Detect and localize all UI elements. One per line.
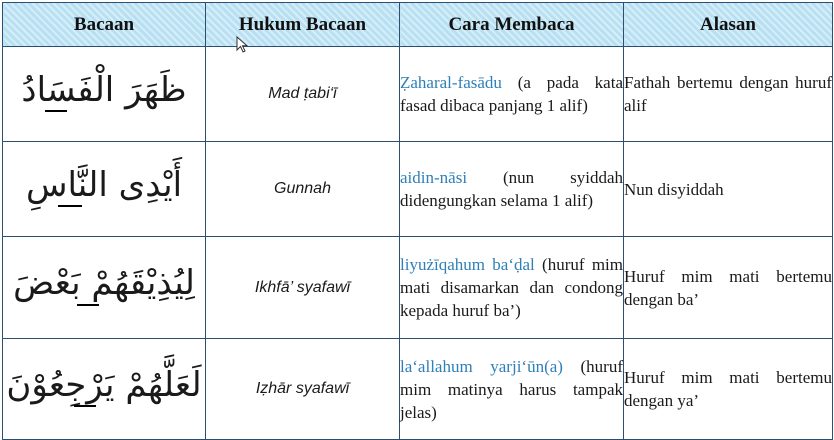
header-hukum-bacaan: Hukum Bacaan bbox=[206, 3, 400, 47]
bacaan-cell bbox=[3, 339, 206, 440]
cara-note: (huruf mim mati disamarkan dan condong kepada huruf ba’) bbox=[400, 255, 624, 320]
header-bacaan: Bacaan bbox=[3, 3, 206, 47]
cara-note: (a pada kata fasad dibaca panjang 1 alif) bbox=[400, 73, 623, 115]
arabic-text: ظَهَرَ الْفَسَادُ bbox=[21, 69, 187, 110]
header-alasan: Alasan bbox=[624, 3, 833, 47]
cara-cell bbox=[400, 237, 624, 339]
table-row bbox=[3, 47, 833, 142]
header-row bbox=[3, 3, 833, 47]
translit-text: Ẓaharal-fasādu bbox=[400, 73, 502, 92]
mouse-cursor-icon bbox=[236, 36, 250, 54]
alasan-cell: Huruf mim mati bertemu dengan ya’ bbox=[624, 339, 833, 440]
table-row bbox=[3, 237, 833, 339]
cara-note: (nun syiddah didengungkan selama 1 alif) bbox=[400, 168, 623, 210]
alasan-cell: Nun disyiddah bbox=[624, 142, 833, 237]
header-cara-membaca: Cara Membaca bbox=[400, 3, 624, 47]
arabic-text: لَعَلَّهُمْ يَرْجِعُوْنَ bbox=[6, 364, 202, 405]
hukum-cell: Iẓhār syafawī bbox=[206, 339, 400, 440]
underline-mark bbox=[45, 110, 67, 112]
table-row bbox=[3, 339, 833, 440]
translit-text: la‘allahum yarji‘ūn(a) bbox=[400, 356, 563, 376]
cara-cell bbox=[400, 47, 624, 142]
bacaan-cell bbox=[3, 237, 206, 339]
cara-cell bbox=[400, 339, 624, 440]
alasan-cell: Fathah bertemu dengan huruf alif bbox=[624, 47, 833, 142]
bacaan-cell bbox=[3, 47, 206, 142]
underline-mark bbox=[77, 304, 99, 306]
arabic-text: أَيْدِى النَّاسِ bbox=[25, 164, 183, 205]
underline-mark bbox=[74, 405, 96, 407]
cara-note: (huruf mim matinya harus tampak jelas) bbox=[400, 356, 624, 422]
hukum-cell: Gunnah bbox=[206, 142, 400, 237]
cara-cell bbox=[400, 142, 624, 237]
translit-text: aidin-nāsi bbox=[400, 168, 468, 187]
underline-mark bbox=[58, 205, 82, 207]
tajwid-table bbox=[2, 2, 833, 440]
bacaan-cell bbox=[3, 142, 206, 237]
arabic-text: لِيُذِيْقَهُمْ بَعْضَ bbox=[13, 263, 195, 304]
hukum-cell: Mad ṭabi‘ī bbox=[206, 47, 400, 142]
table-row bbox=[3, 142, 833, 237]
translit-text: liyużīqahum ba‘ḍal bbox=[400, 255, 535, 274]
hukum-cell: Ikhfā’ syafawī bbox=[206, 237, 400, 339]
alasan-cell: Huruf mim mati bertemu dengan ba’ bbox=[624, 237, 833, 339]
